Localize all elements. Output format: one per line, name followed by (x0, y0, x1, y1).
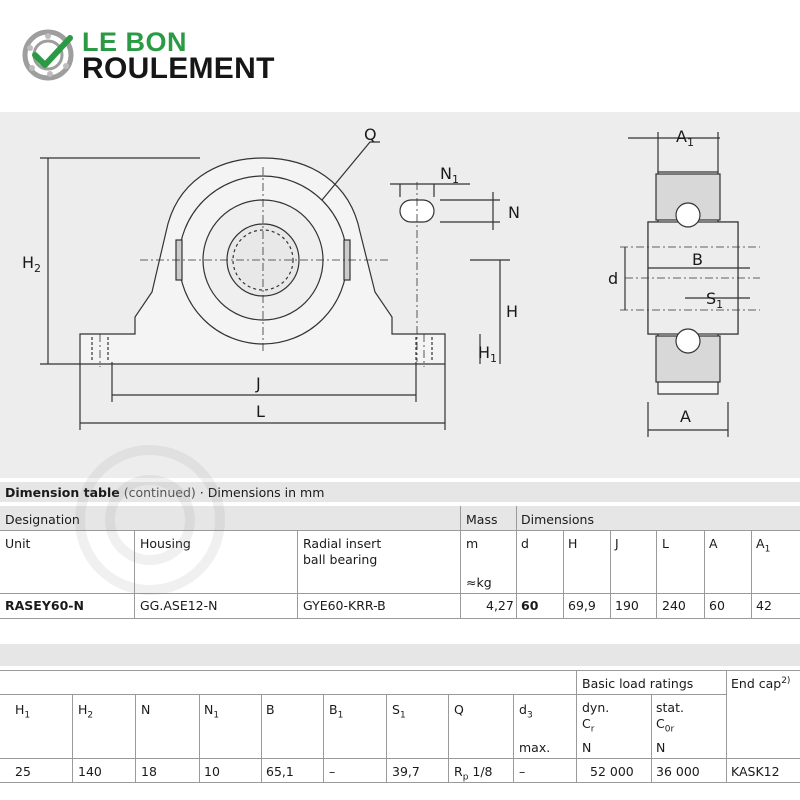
label-j: J (256, 374, 261, 393)
hdr-d3: $d_3$ (519, 702, 533, 721)
label-h: H (506, 302, 519, 321)
hdr-s1: $S_1$ (392, 702, 406, 721)
hdr-unit: Unit (5, 536, 31, 551)
label-n: N (508, 203, 520, 222)
row2-b1: – (329, 764, 336, 779)
label-q: Q (364, 125, 377, 144)
brand-line2: ROULEMENT (82, 52, 275, 85)
header (0, 0, 800, 112)
hdr-d: d (521, 536, 529, 551)
label-l: L (256, 402, 265, 421)
row2-n1: 10 (204, 764, 220, 779)
row2-h1: 25 (15, 764, 31, 779)
hdr-end-cap: End cap$^{2)}$ (731, 675, 791, 691)
hdr-dimensions: Dimensions (521, 512, 594, 527)
hdr-dyn: dyn. (582, 700, 610, 715)
label-a: A (680, 407, 691, 426)
bearing-check-icon (22, 28, 78, 84)
table1-title-bar (0, 482, 800, 502)
row2-c0r: 36 000 (656, 764, 700, 779)
hdr-cr: $C_r$ (582, 716, 595, 735)
hdr-b: B (266, 702, 275, 717)
hdr-m: m (466, 536, 479, 551)
hdr-h2: $H_2$ (78, 702, 94, 721)
row-a1: 42 (756, 598, 772, 613)
hdr-a: A (709, 536, 718, 551)
brand-logo (22, 26, 292, 86)
label-a1: $A_1$ (676, 127, 694, 149)
table1-title: Dimension table (continued) · Dimensions in mm (5, 485, 325, 500)
row2-s1: 39,7 (392, 764, 420, 779)
hdr-insert-1: Radial insert (303, 536, 382, 551)
row2-h2: 140 (78, 764, 102, 779)
row-d: 60 (521, 598, 539, 613)
hdr-h1: $H_1$ (15, 702, 31, 721)
hdr-q: Q (454, 702, 464, 717)
hdr-c0r: $C_{0r}$ (656, 716, 675, 735)
hdr-j: J (615, 536, 619, 551)
hdr-designation: Designation (5, 512, 80, 527)
hdr-b1: $B_1$ (329, 702, 344, 721)
hdr-basic-load: Basic load ratings (582, 676, 694, 691)
label-d: d (608, 269, 619, 288)
label-h1: $H_1$ (478, 343, 498, 365)
hdr-h: H (568, 536, 578, 551)
table1-header-bar (0, 506, 800, 530)
row-housing: GG.ASE12-N (140, 598, 218, 613)
row2-cr: 52 000 (590, 764, 634, 779)
hdr-n: N (141, 702, 151, 717)
label-h2: $H_2$ (22, 253, 42, 275)
hdr-n1: $N_1$ (204, 702, 220, 721)
label-n1: $N_1$ (440, 164, 459, 186)
hdr-mass: Mass (466, 512, 498, 527)
hdr-unit-n1: N (582, 740, 592, 755)
row2-b: 65,1 (266, 764, 294, 779)
row-mass: 4,27 (486, 598, 514, 613)
row-h: 69,9 (568, 598, 596, 613)
hdr-max: max. (519, 740, 551, 755)
row-unit: RASEY60-N (5, 598, 84, 613)
brand-line1: LE BON (82, 27, 188, 57)
row-j: 190 (615, 598, 639, 613)
row-insert: GYE60-KRR-B (303, 598, 386, 613)
hdr-insert-2: ball bearing (303, 552, 378, 567)
dimension-tables (0, 478, 800, 800)
row-l: 240 (662, 598, 686, 613)
technical-drawing (0, 112, 800, 478)
label-b: B (692, 250, 703, 269)
hdr-stat: stat. (656, 700, 684, 715)
hdr-unit-n2: N (656, 740, 666, 755)
label-s1: $S_1$ (706, 289, 724, 311)
row2-q: $R_p$ 1/8 (454, 764, 493, 783)
hdr-l: L (662, 536, 669, 551)
table2-bar (0, 644, 800, 666)
hdr-a1: $A_1$ (756, 536, 771, 555)
hdr-kg: ≈kg (466, 575, 492, 590)
row-a: 60 (709, 598, 725, 613)
hdr-housing: Housing (140, 536, 191, 551)
row2-end-cap: KASK12 (731, 764, 780, 779)
row2-d3: – (519, 764, 526, 779)
row2-n: 18 (141, 764, 157, 779)
